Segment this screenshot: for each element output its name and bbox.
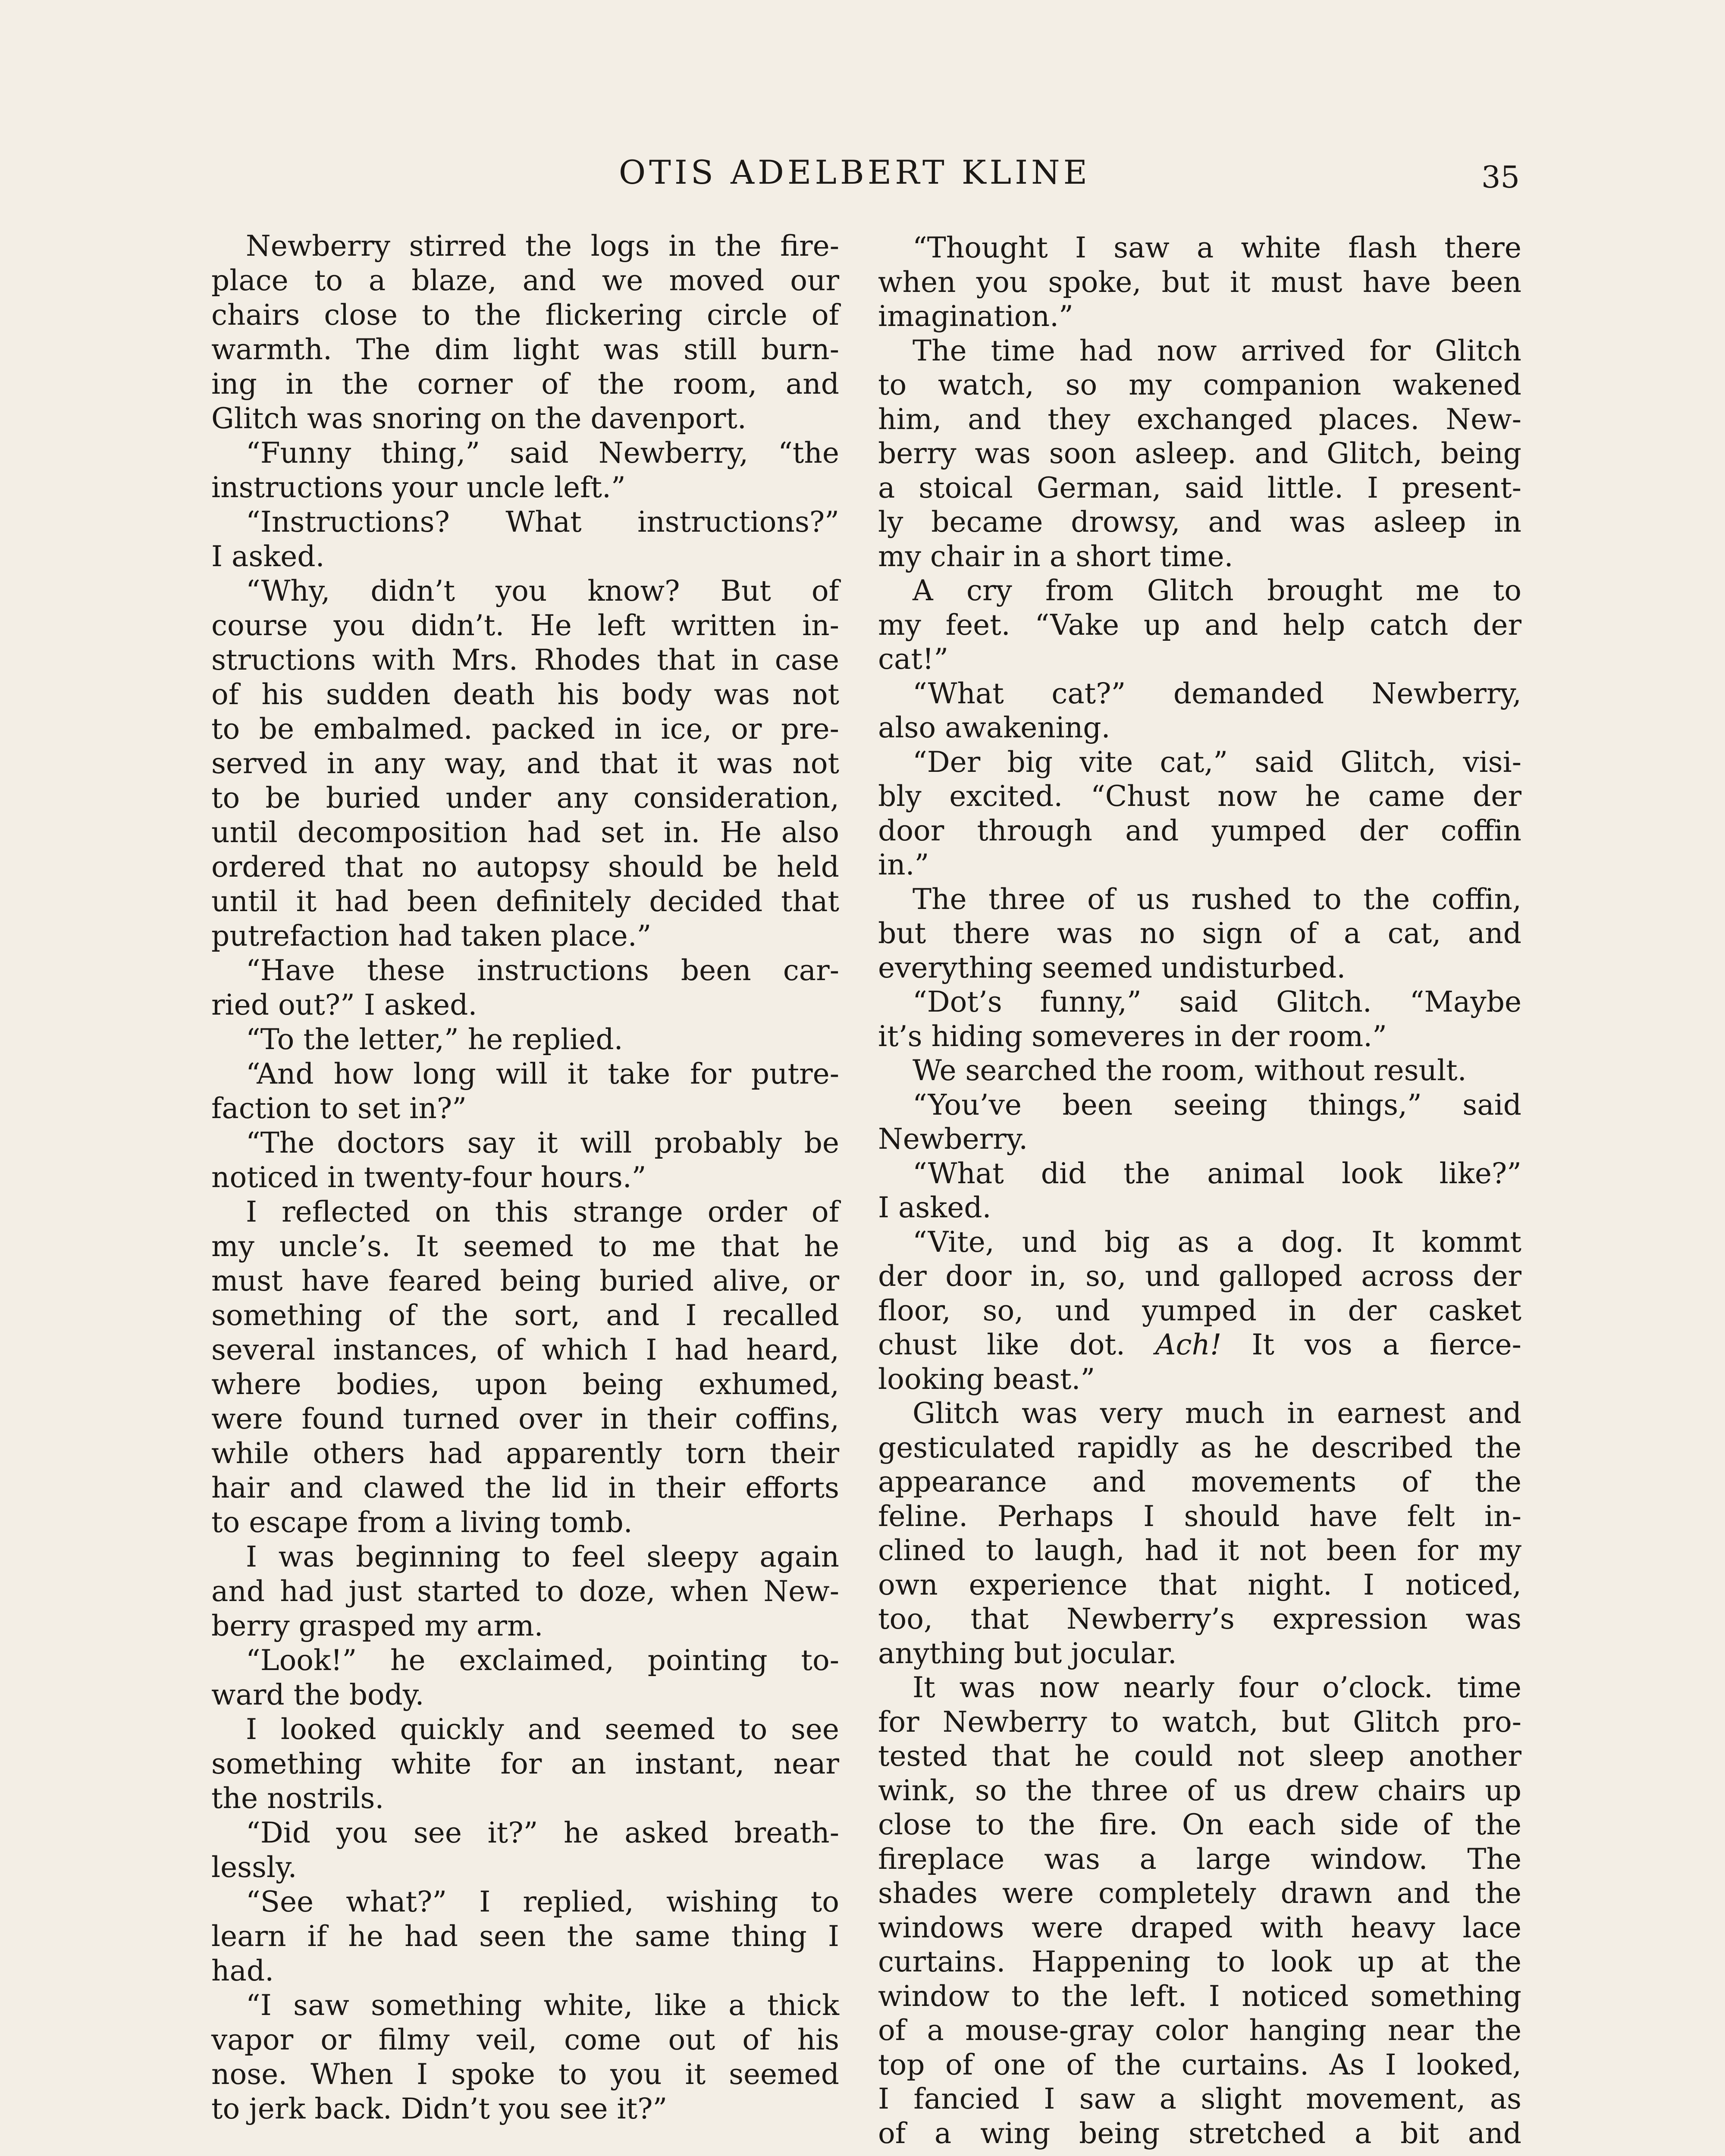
- text-line: chairs close to the flickering circle of: [211, 298, 839, 332]
- text-line: “Vite, und big as a dog. It kommt: [913, 1225, 1521, 1259]
- text-line: own experience that night. I noticed,: [878, 1568, 1521, 1601]
- text-line: looking beast.”: [878, 1362, 1095, 1396]
- text-line: everything seemed undisturbed.: [878, 951, 1346, 984]
- text-line: “Did you see it?” he asked breath-: [246, 1816, 839, 1849]
- paragraph: [878, 985, 1521, 1053]
- text-line: Glitch was snoring on the davenport.: [211, 402, 746, 435]
- text-line: instructions your uncle left.”: [211, 471, 626, 504]
- text-line: “Why, didn’t you know? But of: [246, 574, 839, 608]
- text-line: bly excited. “Chust now he came der: [878, 780, 1521, 813]
- text-line: top of one of the curtains. As I looked,: [878, 2048, 1521, 2081]
- text-line: A cry from Glitch brought me to: [913, 574, 1521, 607]
- paragraph: [211, 1712, 839, 1816]
- text-line: anything but jocular.: [878, 1636, 1177, 1670]
- text-line: also awakening.: [878, 711, 1110, 744]
- text-line: window to the left. I noticed something: [878, 1979, 1521, 2013]
- text-line: cat!”: [878, 642, 949, 676]
- left-column: [211, 229, 839, 2126]
- text-line: “Have these instructions been car-: [246, 954, 839, 987]
- text-line: der door in, so, und galloped across der: [878, 1260, 1521, 1293]
- text-line: curtains. Happening to look up at the: [878, 1945, 1521, 1978]
- italic-text: Ach!: [1155, 1328, 1222, 1361]
- text-line: until it had been definitely decided that: [211, 885, 839, 918]
- text-line: several instances, of which I had heard,: [211, 1333, 839, 1366]
- text-line: “What did the animal look like?”: [913, 1156, 1521, 1190]
- text-line: wink, so the three of us drew chairs up: [878, 1774, 1521, 1807]
- text-segment: chust like dot.: [878, 1328, 1155, 1361]
- paragraph: [878, 573, 1521, 677]
- text-line: something white for an instant, near: [211, 1747, 839, 1780]
- paragraph: [878, 745, 1521, 882]
- text-line: a stoical German, said little. I present-: [878, 471, 1521, 505]
- text-line: It was now nearly four o’clock. time: [913, 1671, 1521, 1704]
- text-line: [878, 1328, 1521, 1362]
- text-line: while others had apparently torn their: [211, 1437, 839, 1470]
- paragraph: [878, 334, 1521, 574]
- text-line: fireplace was a large window. The: [878, 1842, 1521, 1876]
- paragraph: [211, 436, 839, 505]
- text-line: must have feared being buried alive, or: [211, 1264, 839, 1297]
- text-line: place to a blaze, and we moved our: [211, 264, 839, 297]
- text-line: Newberry.: [878, 1122, 1028, 1156]
- text-line: feline. Perhaps I should have felt in-: [878, 1499, 1521, 1533]
- text-line: Newberry stirred the logs in the fire-: [246, 229, 839, 263]
- text-line: hair and clawed the lid in their efforts: [211, 1471, 839, 1504]
- text-line: ly became drowsy, and was asleep in: [878, 505, 1521, 539]
- text-line: “Thought I saw a white flash there: [913, 231, 1521, 264]
- text-line: berry grasped my arm.: [211, 1609, 543, 1642]
- text-line: We searched the room, without result.: [913, 1054, 1467, 1087]
- text-line: tested that he could not sleep another: [878, 1739, 1521, 1773]
- text-line: for Newberry to watch, but Glitch pro-: [878, 1705, 1521, 1739]
- paragraph: [211, 1540, 839, 1643]
- text-line: it’s hiding someveres in der room.”: [878, 1019, 1387, 1053]
- text-line: until decomposition had set in. He also: [211, 816, 839, 849]
- text-line: of a wing being stretched a bit and: [878, 2116, 1521, 2150]
- text-line: berry was soon asleep. and Glitch, being: [878, 437, 1521, 470]
- text-line: putrefaction had taken place.”: [211, 919, 652, 953]
- text-line: floor, so, und yumped in der casket: [878, 1294, 1521, 1327]
- text-line: him, and they exchanged places. New-: [878, 402, 1521, 436]
- text-line: “Look!” he exclaimed, pointing to-: [246, 1644, 839, 1677]
- paragraph: [211, 1816, 839, 1885]
- text-line: “See what?” I replied, wishing to: [246, 1885, 839, 1918]
- text-line: “Der big vite cat,” said Glitch, visi-: [913, 745, 1521, 779]
- paragraph: [211, 1057, 839, 1126]
- text-line: I fancied I saw a slight movement, as: [878, 2082, 1521, 2115]
- text-line: “What cat?” demanded Newberry,: [913, 677, 1521, 710]
- paragraph: [211, 953, 839, 1022]
- text-line: of his sudden death his body was not: [211, 678, 839, 711]
- paragraph: [878, 1396, 1521, 1670]
- text-line: Glitch was very much in earnest and: [913, 1397, 1521, 1430]
- text-line: to jerk back. Didn’t you see it?”: [211, 2092, 668, 2125]
- text-line: “Instructions? What instructions?”: [246, 505, 839, 539]
- text-line: imagination.”: [878, 300, 1073, 333]
- paragraph: [211, 229, 839, 436]
- text-line: I asked.: [211, 540, 325, 573]
- text-line: learn if he had seen the same thing I: [211, 1920, 839, 1953]
- text-line: too, that Newberry’s expression was: [878, 1602, 1521, 1636]
- text-line: had.: [211, 1954, 274, 1987]
- text-line: to be embalmed. packed in ice, or pre-: [211, 712, 839, 746]
- text-line: where bodies, upon being exhumed,: [211, 1368, 839, 1401]
- text-line: I asked.: [878, 1191, 991, 1224]
- paragraph: [878, 1088, 1521, 1156]
- text-line: faction to set in?”: [211, 1092, 467, 1125]
- text-line: my feet. “Vake up and help catch der: [878, 608, 1521, 642]
- text-line: something of the sort, and I recalled: [211, 1299, 839, 1332]
- text-line: in.”: [878, 848, 929, 881]
- text-line: The time had now arrived for Glitch: [913, 334, 1521, 367]
- paragraph: [211, 1126, 839, 1195]
- paragraph: [211, 505, 839, 574]
- text-line: course you didn’t. He left written in-: [211, 609, 839, 642]
- paragraph: [211, 574, 839, 953]
- text-line: “And how long will it take for putre-: [246, 1057, 839, 1091]
- text-line: were found turned over in their coffins,: [211, 1402, 839, 1435]
- text-line: I reflected on this strange order of: [246, 1195, 839, 1228]
- text-line: vapor or filmy veil, come out of his: [211, 2023, 839, 2056]
- text-line: the nostrils.: [211, 1782, 384, 1815]
- text-line: windows were draped with heavy lace: [878, 1911, 1521, 1944]
- text-line: “To the letter,” he replied.: [246, 1023, 623, 1056]
- paragraph: [878, 1156, 1521, 1225]
- text-line: ried out?” I asked.: [211, 988, 477, 1022]
- text-line: structions with Mrs. Rhodes that in case: [211, 643, 839, 677]
- page-number: 35: [1481, 160, 1520, 195]
- text-line: my uncle’s. It seemed to me that he: [211, 1230, 839, 1263]
- paragraph: [878, 1225, 1521, 1397]
- text-line: lessly.: [211, 1851, 297, 1884]
- text-line: “Funny thing,” said Newberry, “the: [246, 436, 839, 470]
- paragraph: [211, 1643, 839, 1712]
- paragraph: [878, 1670, 1521, 2150]
- text-line: ing in the corner of the room, and: [211, 367, 839, 401]
- text-line: shades were completely drawn and the: [878, 1877, 1521, 1910]
- text-line: I was beginning to feel sleepy again: [246, 1540, 839, 1573]
- text-line: of a mouse-gray color hanging near the: [878, 2014, 1521, 2047]
- paragraph: [211, 1022, 839, 1057]
- running-head: OTIS ADELBERT KLINE: [618, 153, 1091, 191]
- right-column: [878, 231, 1521, 2150]
- text-line: and had just started to doze, when New-: [211, 1575, 839, 1608]
- paragraph: [878, 231, 1521, 334]
- text-line: my chair in a short time.: [878, 539, 1233, 573]
- text-line: The three of us rushed to the coffin,: [913, 882, 1521, 916]
- text-line: close to the fire. On each side of the: [878, 1808, 1521, 1841]
- text-line: to escape from a living tomb.: [211, 1506, 633, 1539]
- text-line: but there was no sign of a cat, and: [878, 917, 1521, 950]
- paragraph: [878, 677, 1521, 745]
- text-line: nose. When I spoke to you it seemed: [211, 2058, 839, 2091]
- paragraph: [878, 1053, 1521, 1088]
- text-line: served in any way, and that it was not: [211, 747, 839, 780]
- paragraph: [878, 882, 1521, 985]
- text-line: “The doctors say it will probably be: [246, 1126, 839, 1159]
- text-line: clined to laugh, had it not been for my: [878, 1534, 1521, 1567]
- text-line: warmth. The dim light was still burn-: [211, 333, 839, 366]
- text-line: door through and yumped der coffin: [878, 814, 1521, 847]
- text-line: when you spoke, but it must have been: [878, 265, 1521, 299]
- text-segment: It vos a fierce-: [1221, 1328, 1521, 1361]
- text-line: ward the body.: [211, 1678, 424, 1711]
- text-line: “Dot’s funny,” said Glitch. “Maybe: [913, 985, 1521, 1018]
- text-line: noticed in twenty-four hours.”: [211, 1161, 646, 1194]
- text-line: I looked quickly and seemed to see: [246, 1713, 839, 1746]
- text-line: appearance and movements of the: [878, 1465, 1521, 1498]
- text-line: to be buried under any consideration,: [211, 781, 839, 815]
- text-line: “You’ve been seeing things,” said: [913, 1088, 1521, 1122]
- text-line: ordered that no autopsy should be held: [211, 850, 839, 884]
- paragraph: [211, 1885, 839, 1988]
- paragraph: [211, 1195, 839, 1540]
- text-line: “I saw something white, like a thick: [246, 1989, 839, 2022]
- text-line: gesticulated rapidly as he described the: [878, 1431, 1521, 1464]
- paragraph: [211, 1988, 839, 2126]
- text-line: to watch, so my companion wakened: [878, 368, 1521, 401]
